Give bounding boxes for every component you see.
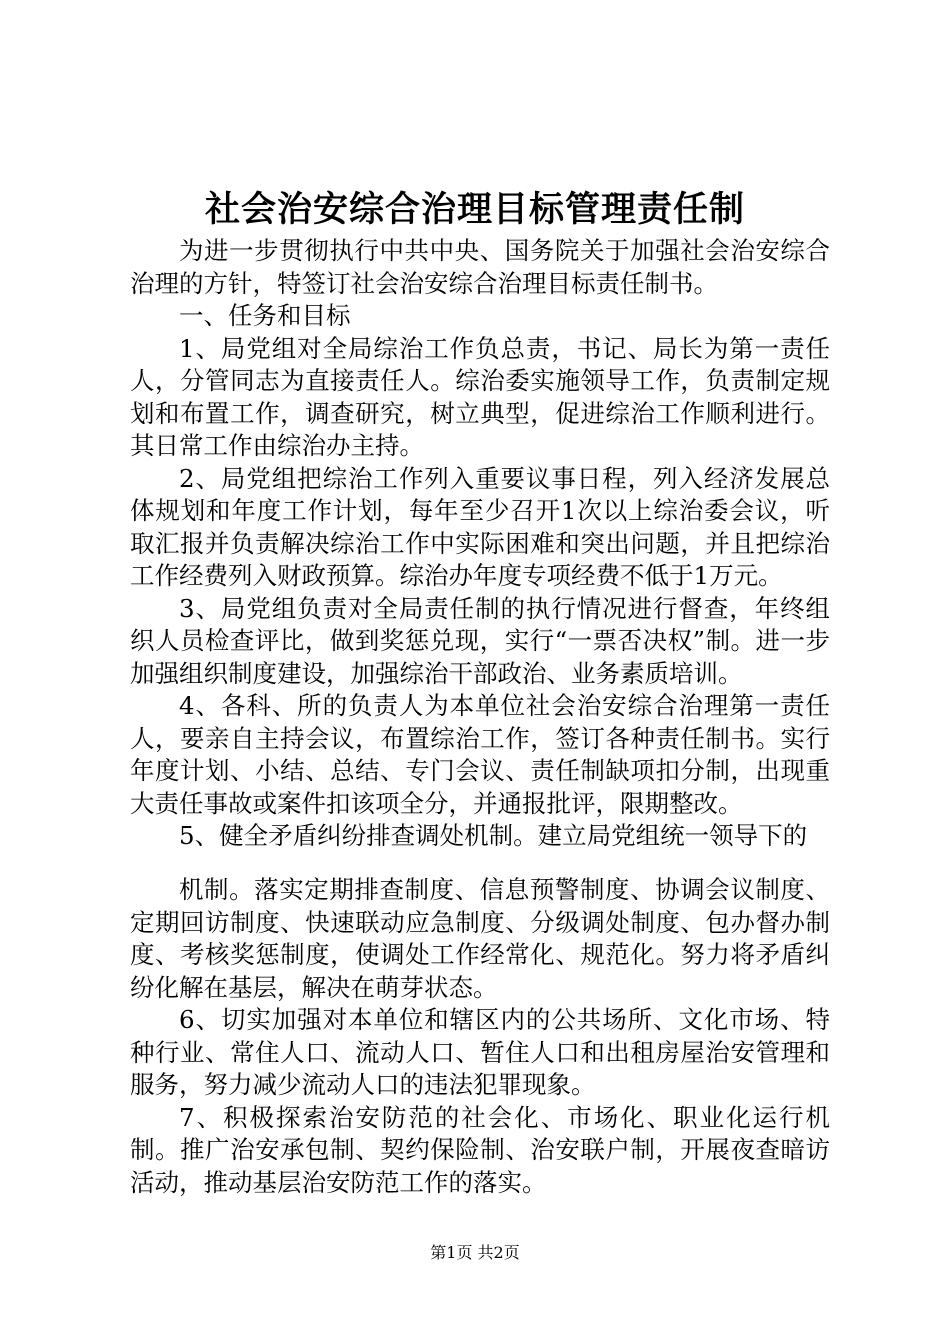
document-body-section-2 — [130, 874, 830, 1199]
page-number-footer: 第1页 共2页 — [430, 1243, 520, 1262]
document-body-section-1 — [130, 235, 830, 853]
paragraph-item-3: 3、局党组负责对全局责任制的执行情况进行督查，年终组织人员检查评比，做到奖惩兑现，实行“一票否决权”制。进一步加强组织制度建设，加强综治干部政治、业务素质培训。 — [130, 593, 830, 688]
heading-tasks-and-goals: 一、任务和目标 — [179, 301, 351, 330]
paragraph-item-7: 7、积极探索治安防范的社会化、市场化、职业化运行机制。推广治安承包制、契约保险制、治安联户制，开展夜查暗访活动，推动基层治安防范工作的落实。 — [130, 1102, 830, 1197]
document-title: 社会治安综合治理目标管理责任制 — [204, 189, 745, 230]
paragraph-item-5-continued: 机制。落实定期排查制度、信息预警制度、协调会议制度、定期回访制度、快速联动应急制度、分级调处制度、包办督办制度、考核奖惩制度，使调处工作经常化、规范化。努力将矛盾纠纷化解在基层，解决在萌芽状态。 — [130, 875, 830, 1002]
paragraph-intro: 为进一步贯彻执行中共中央、国务院关于加强社会治安综合治理的方针，特签订社会治安综合治理目标责任制书。 — [130, 236, 830, 298]
paragraph-item-5: 5、健全矛盾纠纷排查调处机制。建立局党组统一领导下的 — [179, 821, 808, 850]
paragraph-item-4: 4、各科、所的负责人为本单位社会治安综合治理第一责任人，要亲自主持会议，布置综治工作，签订各种责任制书。实行年度计划、小结、总结、专门会议、责任制缺项扣分制，出现重大责任事故或案件扣该项全分，并通报批评，限期整改。 — [130, 691, 830, 818]
paragraph-item-1: 1、局党组对全局综治工作负总责，书记、局长为第一责任人，分管同志为直接责任人。综治委实施领导工作，负责制定规划和布置工作，调查研究，树立典型，促进综治工作顺利进行。其日常工作由综治办主持。 — [130, 333, 830, 460]
paragraph-item-6: 6、切实加强对本单位和辖区内的公共场所、文化市场、特种行业、常住人口、流动人口、暂住人口和出租房屋治安管理和服务，努力减少流动人口的违法犯罪现象。 — [130, 1005, 830, 1099]
paragraph-item-2: 2、局党组把综治工作列入重要议事日程，列入经济发展总体规划和年度工作计划，每年至少召开1次以上综治委会议，听取汇报并负责解决综治工作中实际困难和突出问题，并且把综治工作经费列入财政预算。综治办年度专项经费不低于1万元。 — [130, 463, 830, 590]
